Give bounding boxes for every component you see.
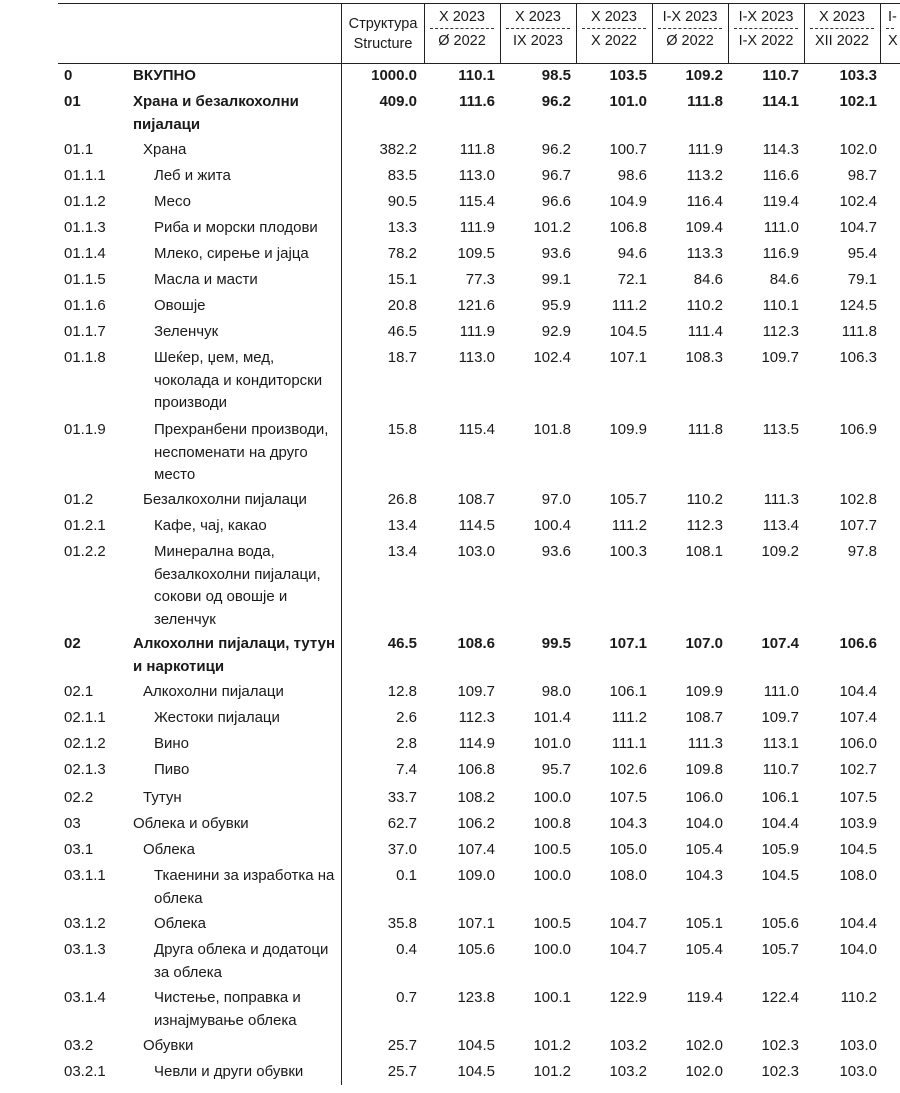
row-category-name: ВКУПНО — [133, 67, 196, 84]
row-index-value: 84.6 — [693, 271, 723, 288]
period-column-header — [576, 8, 652, 51]
row-index-value: 105.6 — [457, 941, 495, 958]
row-index-value: 72.1 — [617, 271, 647, 288]
row-category-name: Чевли и други обувки — [154, 1063, 304, 1080]
row-index-value: 107.0 — [685, 635, 723, 652]
row-index-value: 112.3 — [762, 323, 799, 340]
row-index-value: 123.8 — [457, 989, 495, 1006]
row-code: 01.1.2 — [64, 193, 106, 210]
column-divider — [341, 3, 342, 1085]
row-index-value: 101.2 — [533, 1063, 571, 1080]
row-code: 02.1.3 — [64, 761, 106, 778]
row-structure-value: 62.7 — [387, 815, 417, 832]
row-index-value: 109.7 — [761, 709, 799, 726]
header-period-top: X 2023 — [515, 9, 561, 25]
header-period-top: I- — [888, 9, 897, 25]
row-code: 02.1.2 — [64, 735, 106, 752]
row-index-value: 105.0 — [609, 841, 647, 858]
row-structure-value: 35.8 — [387, 915, 417, 932]
row-index-value: 98.0 — [541, 683, 571, 700]
row-index-value: 105.9 — [761, 841, 799, 858]
row-code: 03 — [64, 815, 81, 832]
row-category-name: Млеко, сирење и јајца — [154, 245, 309, 262]
row-index-value: 108.1 — [685, 543, 723, 560]
row-index-value: 111.2 — [611, 517, 647, 534]
row-index-value: 102.1 — [839, 93, 877, 110]
row-category-name: Месо — [154, 193, 192, 210]
row-category-name: Алкохолни пијалаци — [143, 683, 284, 700]
row-index-value: 104.0 — [839, 941, 877, 958]
row-index-value: 111.8 — [841, 323, 877, 340]
row-index-value: 113.3 — [686, 245, 723, 262]
structure-header-label: Структура — [348, 16, 418, 32]
row-index-value: 111.9 — [459, 219, 495, 236]
row-index-value: 110.1 — [762, 297, 799, 314]
row-code: 02.1 — [64, 683, 94, 700]
row-index-value: 95.9 — [541, 297, 571, 314]
row-category-name: Кафе, чај, какао — [154, 517, 267, 534]
row-index-value: 108.3 — [685, 349, 723, 366]
row-index-value: 111.2 — [611, 709, 647, 726]
row-code: 01.1.4 — [64, 245, 106, 262]
row-structure-value: 2.8 — [396, 735, 417, 752]
row-structure-value: 37.0 — [387, 841, 417, 858]
row-index-value: 108.0 — [609, 867, 647, 884]
row-index-value: 107.4 — [761, 635, 799, 652]
row-structure-value: 90.5 — [387, 193, 417, 210]
row-index-value: 107.4 — [457, 841, 495, 858]
row-index-value: 104.5 — [839, 841, 877, 858]
row-structure-value: 18.7 — [387, 349, 417, 366]
row-index-value: 93.6 — [541, 543, 571, 560]
row-structure-value: 13.4 — [387, 517, 417, 534]
row-index-value: 104.0 — [685, 815, 723, 832]
row-index-value: 102.6 — [609, 761, 647, 778]
row-structure-value: 0.1 — [396, 867, 417, 884]
row-index-value: 95.7 — [541, 761, 571, 778]
row-index-value: 114.9 — [458, 735, 495, 752]
row-index-value: 104.3 — [685, 867, 723, 884]
row-index-value: 103.2 — [609, 1037, 647, 1054]
row-category-name: Риба и морски плодови — [154, 219, 318, 236]
row-index-value: 111.4 — [687, 323, 723, 340]
row-index-value: 102.3 — [761, 1037, 799, 1054]
header-period-bottom: I-X 2022 — [738, 33, 794, 49]
row-category-name: Леб и жита — [154, 167, 231, 184]
row-index-value: 101.0 — [533, 735, 571, 752]
row-code: 03.1.3 — [64, 941, 106, 958]
row-index-value: 102.7 — [839, 761, 877, 778]
row-index-value: 111.8 — [687, 93, 723, 110]
row-code: 01 — [64, 93, 81, 110]
row-index-value: 104.7 — [609, 941, 647, 958]
row-index-value: 108.0 — [839, 867, 877, 884]
row-index-value: 113.2 — [686, 167, 723, 184]
row-index-value: 102.0 — [685, 1063, 723, 1080]
row-index-value: 111.0 — [763, 683, 799, 700]
row-index-value: 113.1 — [762, 735, 799, 752]
row-index-value: 114.5 — [458, 517, 495, 534]
row-index-value: 110.7 — [762, 761, 799, 778]
row-index-value: 100.3 — [609, 543, 647, 560]
row-category-name: Пиво — [154, 761, 190, 778]
row-index-value: 100.5 — [533, 841, 571, 858]
row-index-value: 106.1 — [761, 789, 799, 806]
row-category-name: Чистење, поправка и изнајмување облека — [154, 989, 301, 1029]
row-index-value: 96.2 — [541, 93, 571, 110]
row-index-value: 107.5 — [839, 789, 877, 806]
row-code: 01.1.3 — [64, 219, 106, 236]
row-index-value: 102.3 — [761, 1063, 799, 1080]
row-index-value: 116.9 — [762, 245, 799, 262]
row-index-value: 101.8 — [533, 421, 571, 438]
row-category-name: Жестоки пијалаци — [154, 709, 280, 726]
row-index-value: 104.5 — [457, 1063, 495, 1080]
row-index-value: 108.7 — [457, 491, 495, 508]
row-index-value: 103.0 — [457, 543, 495, 560]
row-index-value: 104.9 — [609, 193, 647, 210]
row-index-value: 107.4 — [839, 709, 877, 726]
row-index-value: 119.4 — [686, 989, 723, 1006]
row-index-value: 102.0 — [839, 141, 877, 158]
row-index-value: 97.8 — [847, 543, 877, 560]
row-index-value: 116.6 — [762, 167, 799, 184]
row-category-name: Алкохолни пијалаци, тутун и наркотици — [133, 635, 336, 675]
row-index-value: 111.8 — [687, 421, 723, 438]
row-code: 0 — [64, 67, 73, 84]
row-category-name: Храна и безалкохолни пијалаци — [133, 93, 299, 133]
row-index-value: 100.4 — [533, 517, 571, 534]
row-code: 02.2 — [64, 789, 94, 806]
period-column-header — [500, 8, 576, 51]
row-index-value: 104.4 — [761, 815, 799, 832]
row-index-value: 110.2 — [686, 491, 723, 508]
row-category-name: Ткаенини за изработка на облека — [154, 867, 335, 907]
row-category-name: Облека — [143, 841, 195, 858]
row-index-value: 111.9 — [687, 141, 723, 158]
row-code: 02.1.1 — [64, 709, 106, 726]
row-index-value: 109.2 — [685, 67, 723, 84]
row-index-value: 100.1 — [533, 989, 571, 1006]
row-code: 01.1.1 — [64, 167, 106, 184]
row-code: 01.2.2 — [64, 543, 106, 560]
row-index-value: 99.1 — [541, 271, 571, 288]
row-index-value: 107.1 — [609, 635, 647, 652]
header-period-top: I-X 2023 — [738, 9, 794, 25]
row-index-value: 95.4 — [847, 245, 877, 262]
row-structure-value: 0.7 — [396, 989, 417, 1006]
row-index-value: 104.7 — [609, 915, 647, 932]
row-index-value: 106.2 — [457, 815, 495, 832]
row-code: 01.1.8 — [64, 349, 106, 366]
row-index-value: 100.8 — [533, 815, 571, 832]
row-index-value: 103.0 — [839, 1037, 877, 1054]
row-index-value: 108.7 — [685, 709, 723, 726]
row-index-value: 111.6 — [459, 93, 495, 110]
row-structure-value: 15.1 — [387, 271, 417, 288]
row-structure-value: 15.8 — [387, 421, 417, 438]
header-period-bottom: IX 2023 — [513, 33, 563, 49]
row-index-value: 108.2 — [457, 789, 495, 806]
row-index-value: 115.4 — [458, 193, 495, 210]
row-structure-value: 7.4 — [396, 761, 417, 778]
row-index-value: 111.2 — [611, 297, 647, 314]
row-code: 01.2 — [64, 491, 94, 508]
row-structure-value: 78.2 — [387, 245, 417, 262]
row-structure-value: 83.5 — [387, 167, 417, 184]
row-category-name: Прехранбени производи, неспоменати на друго место — [154, 421, 329, 483]
row-index-value: 98.6 — [617, 167, 647, 184]
row-index-value: 101.0 — [609, 93, 647, 110]
row-code: 03.1.4 — [64, 989, 106, 1006]
header-period-bottom: X — [888, 33, 898, 49]
row-index-value: 92.9 — [541, 323, 571, 340]
header-period-top: X 2023 — [439, 9, 485, 25]
row-index-value: 79.1 — [847, 271, 877, 288]
period-column-header — [880, 8, 900, 51]
row-structure-value: 25.7 — [387, 1063, 417, 1080]
row-index-value: 98.7 — [847, 167, 877, 184]
row-index-value: 114.3 — [762, 141, 799, 158]
row-index-value: 100.0 — [533, 789, 571, 806]
header-period-bottom: XII 2022 — [814, 33, 869, 49]
row-index-value: 103.0 — [839, 1063, 877, 1080]
row-code: 03.2.1 — [64, 1063, 106, 1080]
row-index-value: 109.9 — [609, 421, 647, 438]
row-structure-value: 13.3 — [387, 219, 417, 236]
row-index-value: 111.1 — [611, 735, 647, 752]
row-index-value: 77.3 — [465, 271, 495, 288]
header-period-bottom: Ø 2022 — [438, 33, 486, 49]
row-index-value: 122.9 — [609, 989, 647, 1006]
row-index-value: 104.4 — [839, 683, 877, 700]
row-index-value: 104.3 — [609, 815, 647, 832]
row-index-value: 102.0 — [685, 1037, 723, 1054]
row-index-value: 110.2 — [686, 297, 723, 314]
row-structure-value: 26.8 — [387, 491, 417, 508]
row-index-value: 111.8 — [459, 141, 495, 158]
row-index-value: 93.6 — [541, 245, 571, 262]
row-index-value: 105.1 — [685, 915, 723, 932]
row-structure-value: 1000.0 — [371, 67, 417, 84]
row-index-value: 113.0 — [458, 167, 495, 184]
row-index-value: 96.7 — [541, 167, 571, 184]
row-index-value: 106.1 — [609, 683, 647, 700]
row-index-value: 103.3 — [839, 67, 877, 84]
row-index-value: 94.6 — [617, 245, 647, 262]
row-category-name: Масла и масти — [154, 271, 258, 288]
row-index-value: 96.2 — [541, 141, 571, 158]
row-code: 02 — [64, 635, 81, 652]
row-code: 01.1.5 — [64, 271, 106, 288]
row-index-value: 101.2 — [533, 1037, 571, 1054]
row-index-value: 102.4 — [839, 193, 877, 210]
row-index-value: 97.0 — [541, 491, 571, 508]
row-index-value: 96.6 — [541, 193, 571, 210]
row-category-name: Обувки — [143, 1037, 194, 1054]
row-structure-value: 46.5 — [387, 635, 417, 652]
row-index-value: 115.4 — [458, 421, 495, 438]
row-index-value: 111.3 — [763, 491, 799, 508]
row-index-value: 112.3 — [686, 517, 723, 534]
period-column-header — [424, 8, 500, 51]
row-index-value: 105.4 — [685, 841, 723, 858]
row-index-value: 111.3 — [687, 735, 723, 752]
row-index-value: 105.6 — [761, 915, 799, 932]
row-structure-value: 46.5 — [387, 323, 417, 340]
row-structure-value: 25.7 — [387, 1037, 417, 1054]
header-period-bottom: Ø 2022 — [666, 33, 714, 49]
row-structure-value: 33.7 — [387, 789, 417, 806]
row-index-value: 100.0 — [533, 867, 571, 884]
row-index-value: 121.6 — [457, 297, 495, 314]
row-index-value: 109.7 — [457, 683, 495, 700]
row-index-value: 110.2 — [840, 989, 877, 1006]
row-index-value: 107.5 — [609, 789, 647, 806]
row-code: 01.2.1 — [64, 517, 106, 534]
row-index-value: 106.3 — [839, 349, 877, 366]
row-index-value: 99.5 — [541, 635, 571, 652]
row-index-value: 103.2 — [609, 1063, 647, 1080]
row-code: 01.1.7 — [64, 323, 106, 340]
row-index-value: 106.0 — [685, 789, 723, 806]
row-index-value: 102.4 — [533, 349, 571, 366]
row-structure-value: 409.0 — [379, 93, 417, 110]
row-index-value: 104.5 — [761, 867, 799, 884]
row-index-value: 108.6 — [457, 635, 495, 652]
row-index-value: 84.6 — [769, 271, 799, 288]
row-index-value: 109.9 — [685, 683, 723, 700]
structure-column-header — [343, 14, 423, 54]
row-index-value: 104.5 — [609, 323, 647, 340]
row-index-value: 109.7 — [761, 349, 799, 366]
row-index-value: 100.5 — [533, 915, 571, 932]
row-category-name: Друга облека и додатоци за облека — [154, 941, 329, 981]
row-index-value: 103.5 — [609, 67, 647, 84]
row-index-value: 106.8 — [609, 219, 647, 236]
row-index-value: 113.5 — [762, 421, 799, 438]
header-period-top: X 2023 — [819, 9, 865, 25]
row-index-value: 111.0 — [763, 219, 799, 236]
row-structure-value: 2.6 — [396, 709, 417, 726]
row-index-value: 106.9 — [839, 421, 877, 438]
row-index-value: 113.4 — [762, 517, 799, 534]
row-index-value: 105.7 — [761, 941, 799, 958]
header-separator — [58, 63, 900, 64]
row-index-value: 98.5 — [541, 67, 571, 84]
row-index-value: 106.6 — [839, 635, 877, 652]
header-period-bottom: X 2022 — [591, 33, 637, 49]
row-index-value: 110.7 — [762, 67, 799, 84]
row-structure-value: 0.4 — [396, 941, 417, 958]
row-category-name: Безалкохолни пијалаци — [143, 491, 307, 508]
row-index-value: 122.4 — [761, 989, 799, 1006]
row-index-value: 109.4 — [685, 219, 723, 236]
table-top-border — [58, 3, 900, 4]
period-column-header — [728, 8, 804, 51]
row-structure-value: 13.4 — [387, 543, 417, 560]
row-category-name: Шеќер, џем, мед, чоколада и кондиторски производи — [154, 349, 323, 411]
row-code: 01.1.9 — [64, 421, 106, 438]
row-index-value: 104.7 — [839, 219, 877, 236]
period-column-header — [652, 8, 728, 51]
row-index-value: 105.7 — [609, 491, 647, 508]
row-index-value: 103.9 — [839, 815, 877, 832]
row-index-value: 109.5 — [457, 245, 495, 262]
row-index-value: 111.9 — [459, 323, 495, 340]
row-index-value: 107.1 — [457, 915, 495, 932]
header-period-top: X 2023 — [591, 9, 637, 25]
row-category-name: Облека — [154, 915, 206, 932]
row-index-value: 110.1 — [458, 67, 495, 84]
row-category-name: Минерална вода, безалкохолни пијалаци, сокови од овошје и зеленчук — [154, 543, 321, 628]
period-column-header — [804, 8, 880, 51]
row-index-value: 101.4 — [533, 709, 571, 726]
row-category-name: Храна — [143, 141, 187, 158]
structure-header-label: Structure — [353, 36, 413, 52]
row-structure-value: 382.2 — [379, 141, 417, 158]
row-structure-value: 20.8 — [387, 297, 417, 314]
row-code: 03.1.1 — [64, 867, 106, 884]
row-code: 01.1 — [64, 141, 94, 158]
row-structure-value: 12.8 — [387, 683, 417, 700]
row-category-name: Зеленчук — [154, 323, 219, 340]
row-code: 03.2 — [64, 1037, 94, 1054]
row-index-value: 107.7 — [839, 517, 877, 534]
row-category-name: Облека и обувки — [133, 815, 249, 832]
row-category-name: Тутун — [143, 789, 182, 806]
row-index-value: 116.4 — [686, 193, 723, 210]
row-index-value: 124.5 — [839, 297, 877, 314]
row-code: 01.1.6 — [64, 297, 106, 314]
row-index-value: 109.0 — [457, 867, 495, 884]
row-code: 03.1.2 — [64, 915, 106, 932]
row-index-value: 113.0 — [458, 349, 495, 366]
row-index-value: 100.0 — [533, 941, 571, 958]
row-index-value: 109.2 — [761, 543, 799, 560]
row-category-name: Овошје — [154, 297, 206, 314]
row-index-value: 100.7 — [609, 141, 647, 158]
row-index-value: 102.8 — [839, 491, 877, 508]
row-index-value: 104.4 — [839, 915, 877, 932]
row-index-value: 107.1 — [609, 349, 647, 366]
row-index-value: 104.5 — [457, 1037, 495, 1054]
row-index-value: 119.4 — [762, 193, 799, 210]
header-period-top: I-X 2023 — [662, 9, 718, 25]
row-index-value: 101.2 — [533, 219, 571, 236]
row-index-value: 109.8 — [685, 761, 723, 778]
row-index-value: 114.1 — [762, 93, 799, 110]
row-index-value: 105.4 — [685, 941, 723, 958]
row-category-name: Вино — [154, 735, 190, 752]
row-code: 03.1 — [64, 841, 94, 858]
row-index-value: 112.3 — [458, 709, 495, 726]
row-index-value: 106.0 — [839, 735, 877, 752]
row-index-value: 106.8 — [457, 761, 495, 778]
